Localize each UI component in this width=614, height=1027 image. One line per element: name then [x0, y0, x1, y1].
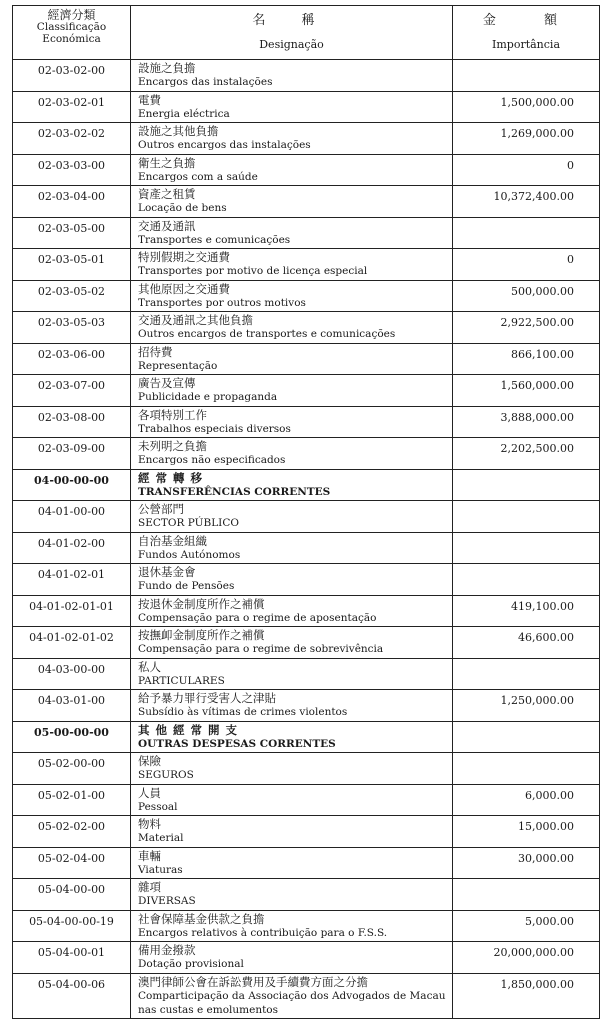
row-designation-pt: Encargos das instalações — [138, 76, 273, 88]
row-amount: 500,000.00 — [453, 280, 600, 312]
row-amount: 3,888,000.00 — [453, 406, 600, 438]
row-designation-pt: Dotação provisional — [138, 958, 244, 970]
row-designation — [131, 469, 453, 501]
row-designation — [131, 375, 453, 407]
row-amount — [453, 501, 600, 533]
row-amount: 2,202,500.00 — [453, 438, 600, 470]
row-designation-pt: Fundos Autónomos — [138, 548, 241, 561]
row-amount — [453, 753, 600, 785]
row-amount: 30,000.00 — [453, 847, 600, 879]
row-designation — [131, 343, 453, 375]
table-row — [13, 690, 600, 722]
table-row — [13, 501, 600, 533]
row-code: 02-03-05-00 — [13, 217, 131, 249]
row-designation-zh: 交通及通訊 — [138, 218, 196, 233]
row-designation — [131, 186, 453, 218]
row-designation-pt: Representação — [138, 359, 218, 372]
row-designation-zh: 雜項 — [138, 880, 161, 894]
row-designation-pt: Trabalhos especiais diversos — [138, 422, 291, 435]
table-row — [13, 249, 600, 281]
row-code: 04-01-02-00 — [13, 532, 131, 564]
row-code: 02-03-03-00 — [13, 154, 131, 186]
row-amount — [453, 217, 600, 249]
row-code: 04-01-00-00 — [13, 501, 131, 533]
row-designation — [131, 532, 453, 564]
row-designation — [131, 847, 453, 879]
row-amount: 1,250,000.00 — [453, 690, 600, 722]
row-designation-pt: Publicidade e propaganda — [138, 391, 278, 403]
table-row — [13, 627, 600, 659]
row-code: 05-00-00-00 — [13, 721, 131, 753]
table-row — [13, 91, 600, 123]
row-designation — [131, 627, 453, 659]
row-designation — [131, 816, 453, 848]
row-designation-zh: 廣告及宣傳 — [138, 376, 196, 390]
row-code: 05-02-04-00 — [13, 847, 131, 879]
budget-table — [12, 5, 600, 1019]
row-designation-zh: 各項特別工作 — [138, 407, 207, 422]
row-designation — [131, 690, 453, 722]
row-amount: 0 — [453, 154, 600, 186]
row-code: 05-04-00-00 — [13, 879, 131, 911]
row-designation-zh: 車輛 — [138, 848, 161, 863]
row-designation-zh: 特別假期之交通費 — [138, 250, 230, 264]
row-amount — [453, 532, 600, 564]
row-code: 02-03-02-00 — [13, 60, 131, 92]
row-designation — [131, 312, 453, 344]
row-designation-zh: 澳門律師公會在訴訟費用及手續費方面之分擔 — [138, 974, 368, 989]
row-designation-zh: 設施之負擔 — [138, 61, 196, 75]
row-designation — [131, 280, 453, 312]
row-designation — [131, 154, 453, 186]
row-amount: 10,372,400.00 — [453, 186, 600, 218]
row-designation — [131, 217, 453, 249]
row-designation-pt: Transportes por motivo de licença especial — [138, 265, 368, 277]
row-designation-zh: 社會保障基金供款之負擔 — [138, 911, 265, 926]
table-row — [13, 406, 600, 438]
budget-table-sheet — [12, 5, 599, 1019]
header-code-pt-1: Classificação — [36, 21, 107, 33]
row-code: 02-03-05-02 — [13, 280, 131, 312]
row-code: 04-03-00-00 — [13, 658, 131, 690]
row-code: 04-01-02-01 — [13, 564, 131, 596]
row-amount — [453, 469, 600, 501]
table-row — [13, 595, 600, 627]
row-designation-zh: 按退休金制度所作之補償 — [138, 596, 265, 611]
row-designation — [131, 406, 453, 438]
row-designation-pt: Outros encargos de transportes e comunicações — [138, 328, 396, 340]
table-row — [13, 532, 600, 564]
row-amount — [453, 879, 600, 911]
table-header — [13, 6, 600, 60]
header-designation-pt: Designação — [259, 38, 324, 51]
table-row — [13, 879, 600, 911]
row-designation-zh: 自治基金組織 — [138, 533, 207, 548]
header-code-cell — [13, 6, 131, 60]
table-row — [13, 343, 600, 375]
row-designation — [131, 910, 453, 942]
row-code: 04-01-02-01-01 — [13, 595, 131, 627]
row-designation-zh: 資產之租賃 — [138, 187, 196, 201]
row-designation-pt: SECTOR PÚBLICO — [138, 517, 239, 529]
row-designation-pt: Encargos com a saúde — [138, 170, 258, 183]
row-designation-zh: 備用金撥款 — [138, 943, 196, 957]
row-designation-zh: 公營部門 — [138, 502, 184, 516]
header-amount-zh: 金 額 — [482, 13, 580, 28]
row-designation-zh: 退休基金會 — [138, 565, 196, 579]
row-designation-zh: 設施之其他負擔 — [138, 124, 219, 138]
row-code: 05-04-00-00-19 — [13, 910, 131, 942]
row-designation-pt: SEGUROS — [138, 769, 194, 781]
row-amount: 15,000.00 — [453, 816, 600, 848]
row-code: 02-03-02-01 — [13, 91, 131, 123]
row-amount: 1,560,000.00 — [453, 375, 600, 407]
row-designation-zh: 經常轉移 — [138, 470, 208, 485]
row-amount — [453, 721, 600, 753]
table-body — [13, 60, 600, 1019]
row-designation-pt: PARTICULARES — [138, 674, 225, 687]
row-designation-pt: Fundo de Pensões — [138, 580, 235, 592]
row-code: 02-03-02-02 — [13, 123, 131, 155]
row-amount — [453, 60, 600, 92]
table-row — [13, 658, 600, 690]
header-code-pt-2: Económica — [42, 33, 101, 45]
table-row — [13, 847, 600, 879]
row-amount: 1,500,000.00 — [453, 91, 600, 123]
header-designation-zh: 名 稱 — [252, 13, 331, 28]
row-designation — [131, 753, 453, 785]
row-amount: 1,850,000.00 — [453, 973, 600, 1018]
header-amount-cell — [453, 6, 600, 60]
header-code-zh: 經濟分類 — [47, 8, 96, 22]
header-designation-cell — [131, 6, 453, 60]
row-amount — [453, 658, 600, 690]
row-amount: 5,000.00 — [453, 910, 600, 942]
row-designation — [131, 595, 453, 627]
row-designation-pt: Energia eléctrica — [138, 107, 230, 120]
table-row — [13, 280, 600, 312]
row-designation-pt: Pessoal — [138, 800, 178, 813]
row-designation-pt: Transportes por outros motivos — [138, 296, 306, 309]
row-designation — [131, 973, 453, 1018]
row-code: 02-03-09-00 — [13, 438, 131, 470]
row-code: 05-04-00-01 — [13, 942, 131, 974]
row-designation-zh: 電費 — [138, 92, 161, 107]
row-designation-zh: 人員 — [138, 785, 161, 800]
row-amount: 20,000,000.00 — [453, 942, 600, 974]
row-designation-pt: OUTRAS DESPESAS CORRENTES — [138, 737, 336, 750]
row-designation-zh: 未列明之負擔 — [138, 439, 207, 453]
row-amount: 6,000.00 — [453, 784, 600, 816]
table-row — [13, 816, 600, 848]
table-row — [13, 721, 600, 753]
row-code: 02-03-07-00 — [13, 375, 131, 407]
table-row — [13, 438, 600, 470]
row-designation-pt: Comparticipação da Associação dos Advogados de Macau nas custas e emolumentos — [138, 989, 446, 1016]
row-designation-pt: Material — [138, 832, 184, 844]
row-code: 04-00-00-00 — [13, 469, 131, 501]
row-designation — [131, 658, 453, 690]
row-designation — [131, 721, 453, 753]
row-amount: 419,100.00 — [453, 595, 600, 627]
row-designation — [131, 91, 453, 123]
table-row — [13, 910, 600, 942]
row-designation — [131, 564, 453, 596]
row-designation-pt: Viaturas — [138, 863, 183, 876]
table-row — [13, 312, 600, 344]
row-code: 05-02-00-00 — [13, 753, 131, 785]
row-designation-zh: 交通及通訊之其他負擔 — [138, 313, 253, 327]
row-designation-pt: Compensação para o regime de sobrevivência — [138, 643, 384, 655]
table-row — [13, 784, 600, 816]
row-designation — [131, 249, 453, 281]
row-designation-pt: Outros encargos das instalações — [138, 139, 311, 151]
row-designation-zh: 保險 — [138, 754, 161, 768]
row-designation-pt: Locação de bens — [138, 202, 227, 214]
header-amount-pt: Importância — [492, 38, 560, 51]
table-row — [13, 217, 600, 249]
row-designation-pt: Encargos não especificados — [138, 454, 286, 466]
row-designation-zh: 給予暴力罪行受害人之津貼 — [138, 691, 276, 705]
row-code: 04-03-01-00 — [13, 690, 131, 722]
table-row — [13, 564, 600, 596]
row-amount: 1,269,000.00 — [453, 123, 600, 155]
row-amount: 0 — [453, 249, 600, 281]
row-designation — [131, 438, 453, 470]
row-amount: 46,600.00 — [453, 627, 600, 659]
row-designation-zh: 其他經常開支 — [138, 722, 243, 737]
row-designation — [131, 942, 453, 974]
row-designation-zh: 按撫卹金制度所作之補償 — [138, 628, 265, 642]
row-designation — [131, 60, 453, 92]
row-designation — [131, 784, 453, 816]
row-amount: 2,922,500.00 — [453, 312, 600, 344]
row-designation-zh: 衛生之負擔 — [138, 155, 196, 170]
table-row — [13, 186, 600, 218]
row-designation-zh: 其他原因之交通費 — [138, 281, 230, 296]
row-designation — [131, 123, 453, 155]
row-code: 02-03-08-00 — [13, 406, 131, 438]
row-code: 02-03-05-03 — [13, 312, 131, 344]
row-code: 02-03-04-00 — [13, 186, 131, 218]
row-designation-zh: 物料 — [138, 817, 161, 831]
row-designation-zh: 招待費 — [138, 344, 173, 359]
table-row — [13, 123, 600, 155]
row-code: 05-02-01-00 — [13, 784, 131, 816]
table-row — [13, 973, 600, 1018]
table-row — [13, 753, 600, 785]
row-designation — [131, 501, 453, 533]
row-code: 05-02-02-00 — [13, 816, 131, 848]
table-row — [13, 469, 600, 501]
row-designation-pt: DIVERSAS — [138, 895, 196, 907]
row-amount: 866,100.00 — [453, 343, 600, 375]
row-designation-zh: 私人 — [138, 659, 161, 674]
table-row — [13, 154, 600, 186]
row-designation-pt: Compensação para o regime de aposentação — [138, 611, 377, 624]
row-designation-pt: Transportes e comunicações — [138, 233, 291, 246]
table-row — [13, 375, 600, 407]
row-code: 04-01-02-01-02 — [13, 627, 131, 659]
row-designation-pt: Encargos relativos à contribuição para o F.S.S. — [138, 926, 388, 939]
table-row — [13, 60, 600, 92]
row-code: 02-03-06-00 — [13, 343, 131, 375]
row-code: 02-03-05-01 — [13, 249, 131, 281]
row-designation-pt: TRANSFERÊNCIAS CORRENTES — [138, 485, 331, 498]
row-code: 05-04-00-06 — [13, 973, 131, 1018]
row-designation — [131, 879, 453, 911]
row-amount — [453, 564, 600, 596]
table-row — [13, 942, 600, 974]
row-designation-pt: Subsídio às vítimas de crimes violentos — [138, 706, 348, 718]
